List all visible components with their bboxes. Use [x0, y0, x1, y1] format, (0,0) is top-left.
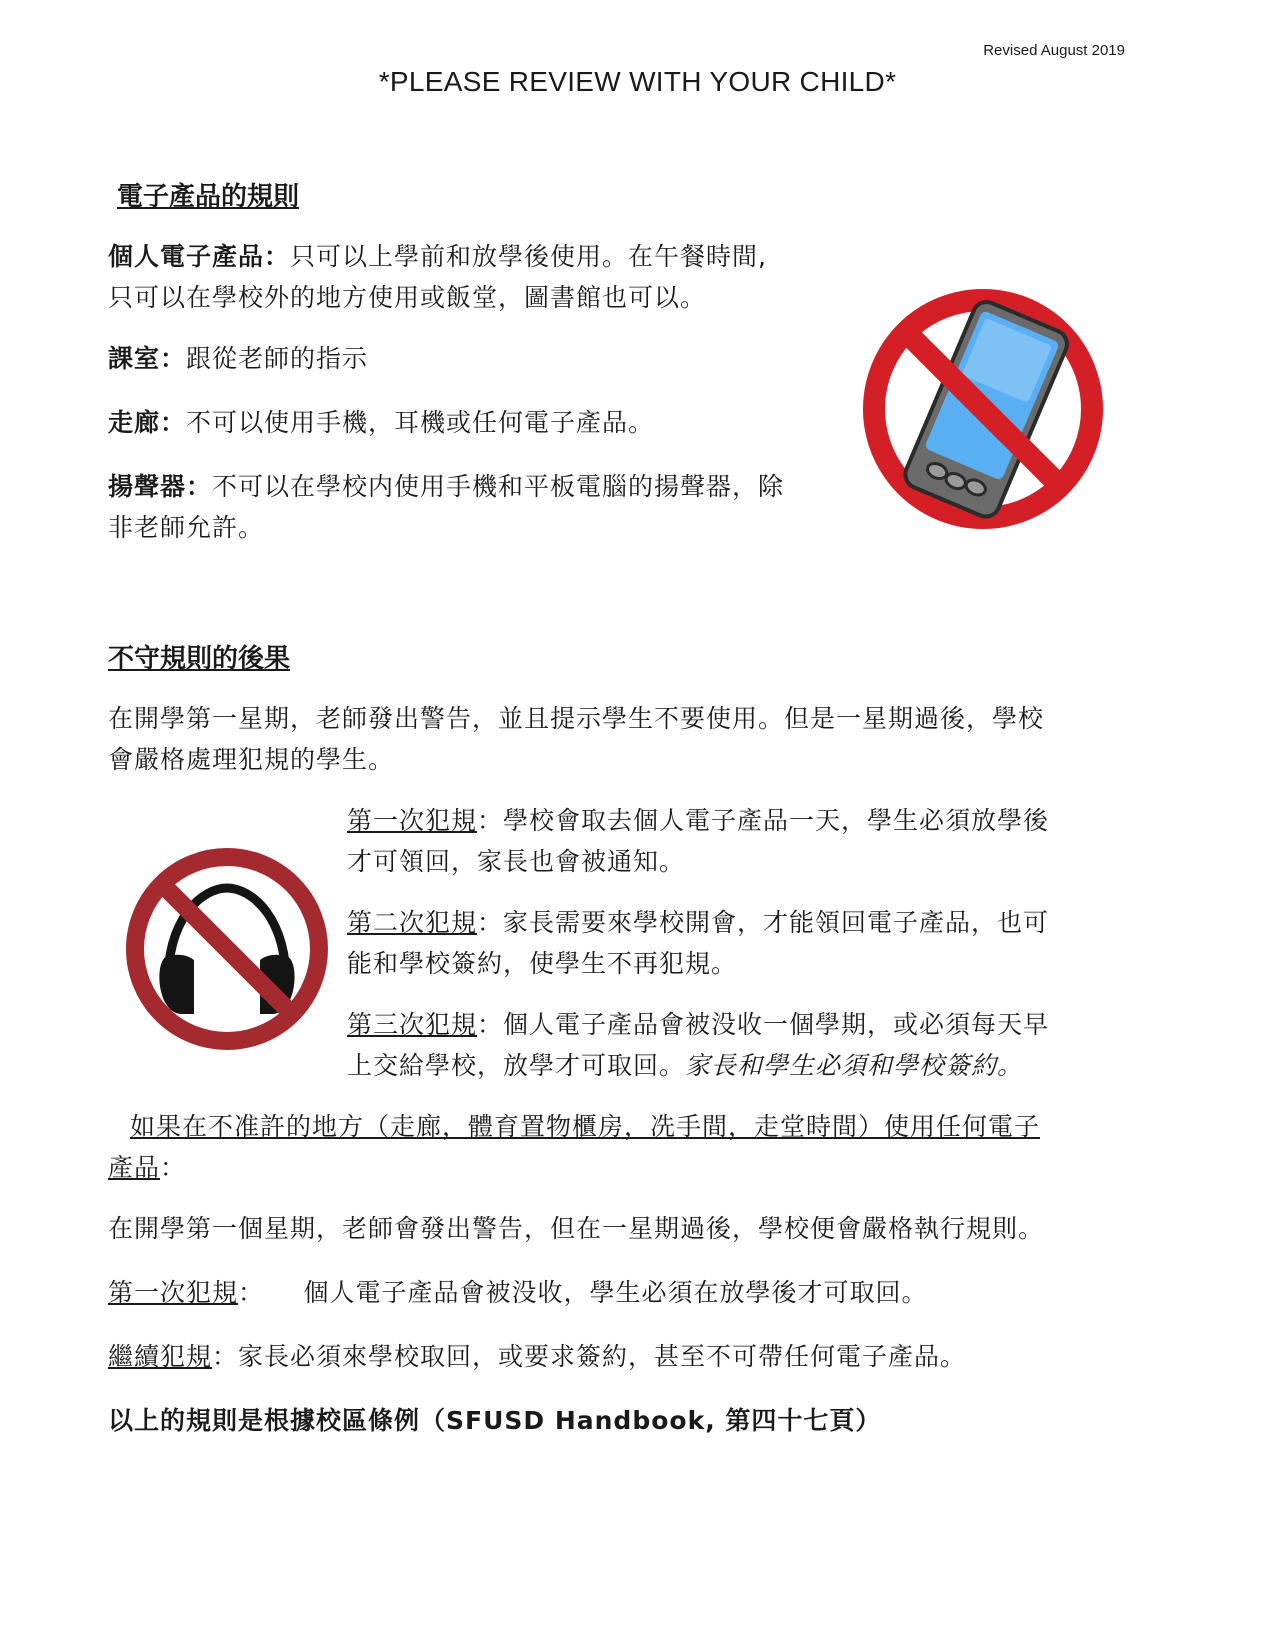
classroom-rule	[108, 338, 368, 379]
first-offense-label: 第一次犯規	[347, 806, 478, 835]
third-offense-text-1: ：個人電子產品會被没收一個學期，或必須每天早	[477, 1010, 1050, 1039]
no-headphones-icon	[124, 846, 330, 1052]
continued-offense-label: 繼續犯規	[108, 1342, 213, 1371]
revised-date: Revised August 2019	[983, 42, 1125, 59]
classroom-label: 課室：	[108, 344, 187, 373]
second-offense-text-2: 能和學校簽約，使學生不再犯規。	[347, 949, 738, 978]
restricted-areas-heading	[108, 1106, 1118, 1188]
consequences-heading: 不守規則的後果	[108, 644, 291, 674]
third-offense-text-2a: 上交給學校，放學才可取回。	[347, 1051, 686, 1080]
first-offense-text-1: ：學校會取去個人電子產品一天，學生必須放學後	[477, 806, 1050, 835]
continued-offense	[108, 1336, 1118, 1377]
personal-device-label: 個人電子產品：	[108, 242, 291, 271]
restricted-warning: 在開學第一個星期，老師會發出警告，但在一星期過後，學校便會嚴格執行規則。	[108, 1214, 1045, 1243]
speaker-rule	[108, 466, 848, 548]
hallway-rule	[108, 402, 654, 443]
rules-source: 以上的規則是根據校區條例（SFUSD Handbook, 第四十七頁）	[108, 1406, 882, 1435]
consequences-intro-2: 會嚴格處理犯規的學生。	[108, 745, 395, 774]
restricted-line-2-suffix: ：	[160, 1153, 187, 1182]
personal-device-text-1: 只可以上學前和放學後使用。在午餐時間,	[290, 242, 767, 271]
third-offense-text-2b: 家長和學生必須和學校簽約。	[685, 1051, 1024, 1080]
consequences-intro-1: 在開學第一星期，老師發出警告，並且提示學生不要使用。但是一星期過後，學校	[108, 704, 1045, 733]
personal-device-text-2: 只可以在學校外的地方使用或飯堂，圖書館也可以。	[108, 283, 707, 312]
consequences-intro	[108, 698, 1118, 780]
restricted-line-2: 產品	[108, 1153, 161, 1182]
second-offense	[347, 902, 1117, 984]
second-offense-text-1: ：家長需要來學校開會，才能領回電子產品，也可	[477, 908, 1050, 937]
rules-heading: 電子產品的規則	[117, 182, 300, 212]
review-notice: *PLEASE REVIEW WITH YOUR CHILD*	[378, 66, 897, 97]
first-offense	[347, 800, 1117, 882]
continued-offense-text: ：家長必須來學校取回，或要求簽約，甚至不可帶任何電子產品。	[212, 1342, 967, 1371]
third-offense-label: 第三次犯規	[347, 1010, 478, 1039]
hallway-text: 不可以使用手機，耳機或任何電子產品。	[186, 408, 655, 437]
personal-device-rule	[108, 236, 848, 318]
first-offense-text-2: 才可領回，家長也會被通知。	[347, 847, 686, 876]
restricted-first-label: 第一次犯規	[108, 1278, 239, 1307]
no-phone-icon	[860, 286, 1106, 532]
restricted-first-offense	[108, 1272, 1118, 1313]
restricted-first-text: ： 個人電子產品會被没收，學生必須在放學後才可取回。	[238, 1278, 928, 1307]
third-offense	[347, 1004, 1117, 1086]
speaker-label: 揚聲器：	[108, 472, 213, 501]
classroom-text: 跟從老師的指示	[186, 344, 369, 373]
restricted-line-1: 如果在不准許的地方（走廊，體育置物櫃房，冼手間，走堂時間）使用任何電子	[130, 1112, 1041, 1141]
second-offense-label: 第二次犯規	[347, 908, 478, 937]
speaker-text-1: 不可以在學校内使用手機和平板電腦的揚聲器，除	[212, 472, 785, 501]
speaker-text-2: 非老師允許。	[108, 513, 265, 542]
hallway-label: 走廊：	[108, 408, 187, 437]
